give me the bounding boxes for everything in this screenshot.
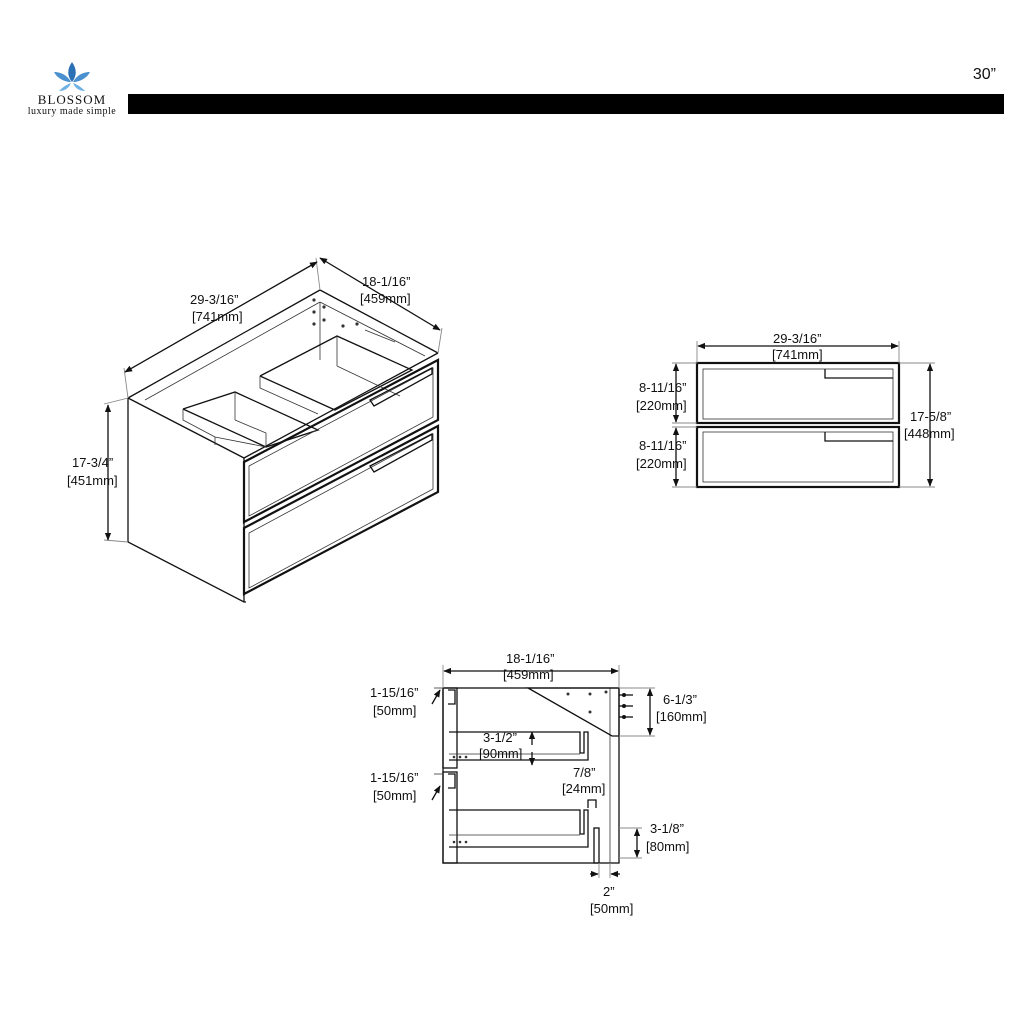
side-inset-dimension [562, 765, 605, 808]
side-gap2-in: 1-15/16” [370, 770, 419, 785]
side-depth-mm: [459mm] [503, 667, 554, 682]
brand-tagline: luxury made simple [27, 106, 117, 117]
side-bottom-dimension [619, 821, 689, 858]
side-back-dimension [590, 863, 633, 916]
side-bottom-mm: [80mm] [646, 839, 690, 854]
side-bracket-in: 6-1/3” [663, 692, 697, 707]
iso-width-in: 29-3/16” [190, 292, 239, 307]
side-inset-in: 7/8” [573, 765, 596, 780]
side-drawer-lower [449, 810, 588, 847]
side-bottom-in: 3-1/8” [650, 821, 684, 836]
side-gap2-mm: [50mm] [373, 788, 417, 803]
iso-cabinet [128, 290, 438, 602]
side-view [370, 651, 707, 916]
front-width-in: 29-3/16” [773, 331, 822, 346]
iso-view [67, 258, 442, 602]
brand-name: BLOSSOM [37, 92, 107, 107]
front-height-mm: [448mm] [904, 426, 955, 441]
side-drawer-h-mm: [90mm] [479, 746, 523, 761]
size-label: 30” [972, 66, 996, 83]
side-bracket-mm: [160mm] [656, 709, 707, 724]
iso-depth-mm: [459mm] [360, 291, 411, 306]
side-back-in: 2” [603, 884, 615, 899]
iso-height-mm: [451mm] [67, 473, 118, 488]
side-depth-in: 18-1/16” [506, 651, 555, 666]
side-gap1-mm: [50mm] [373, 703, 417, 718]
side-back-mm: [50mm] [590, 901, 634, 916]
front-view [636, 331, 955, 487]
front-width-mm: [741mm] [772, 347, 823, 362]
front-drawer1-mm: [220mm] [636, 398, 687, 413]
side-drawer-h-in: 3-1/2” [483, 730, 517, 745]
iso-width-mm: [741mm] [192, 309, 243, 324]
front-drawer2-in: 8-11/16” [639, 438, 687, 453]
side-gap2-dimension [370, 770, 442, 803]
front-drawer2-dimension [636, 427, 697, 487]
side-inset-mm: [24mm] [562, 781, 606, 796]
side-gap1-dimension [370, 685, 442, 718]
iso-height-in: 17-3/4” [72, 455, 114, 470]
iso-depth-dimension [320, 258, 442, 353]
iso-depth-in: 18-1/16” [362, 274, 411, 289]
side-depth-dimension [443, 651, 619, 688]
iso-width-dimension [124, 258, 320, 398]
front-drawer1-in: 8-11/16” [639, 380, 687, 395]
side-gap1-in: 1-15/16” [370, 685, 419, 700]
front-height-dimension [899, 363, 955, 487]
front-width-dimension [697, 331, 899, 363]
front-height-in: 17-5/8” [910, 409, 952, 424]
model-label: 020 SOFIA [905, 190, 980, 207]
side-bracket [528, 688, 633, 736]
front-drawer-lower [697, 427, 899, 487]
iso-height-dimension [67, 398, 128, 542]
front-drawer-upper [697, 363, 899, 423]
front-drawer2-mm: [220mm] [636, 456, 687, 471]
front-drawer1-dimension [636, 363, 697, 423]
iso-drawer-lower [244, 426, 438, 594]
